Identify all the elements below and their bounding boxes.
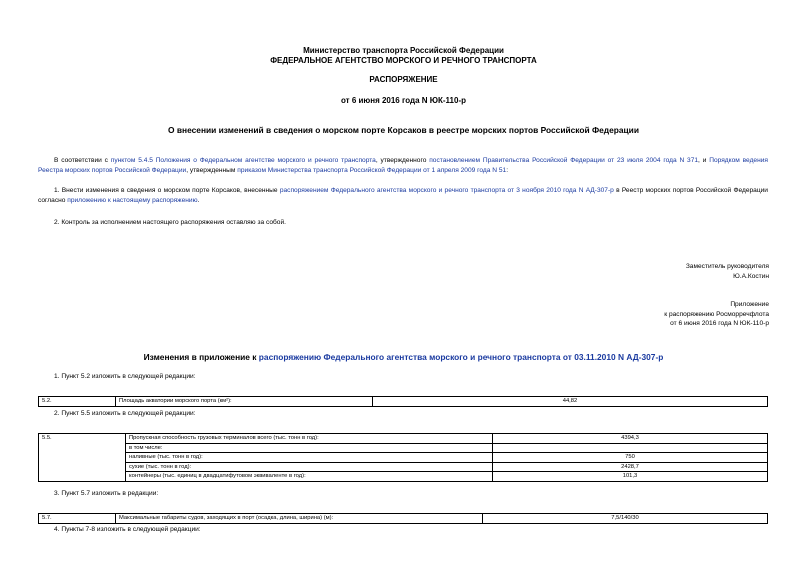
- preamble-text: :: [506, 167, 509, 174]
- signature-name: Ю.А.Костин: [733, 272, 769, 280]
- item-2-paragraph: [38, 218, 768, 228]
- containers-value: 101,3: [493, 472, 768, 482]
- appendix-to: к распоряжению Росморречфлота: [664, 310, 769, 318]
- table-clause-5-7: [38, 513, 768, 524]
- table-row: [39, 462, 768, 472]
- table-row: [39, 453, 768, 463]
- preamble-text: , утвержденным: [186, 167, 236, 174]
- capacity-total-value: 4394,3: [493, 434, 768, 444]
- link-ministry-order[interactable]: приказом Министерства транспорта Российской Федерации от 1 апреля 2009 года N 51: [237, 167, 507, 174]
- dry-cargo-label: сухие (тыс. тонн в год):: [126, 462, 493, 472]
- table-row: [39, 443, 768, 453]
- item-1-text: .: [197, 197, 200, 204]
- link-order-ad-307-heading[interactable]: распоряжению Федерального агентства морского и речного транспорта от 03.11.2010 N АД-307-р: [258, 352, 664, 362]
- clause-value: 7,5/140/30: [483, 514, 768, 524]
- item-1-paragraph: [38, 186, 768, 206]
- including-label: в том числе:: [126, 443, 493, 453]
- appendix-label: Приложение: [730, 301, 769, 308]
- liquid-cargo-value: 750: [493, 453, 768, 463]
- clause-label: Максимальные габариты судов, заходящих в порт (осадка, длина, ширина) (м):: [116, 514, 483, 524]
- signature-block: [686, 262, 769, 281]
- preamble-text: , и: [698, 157, 707, 164]
- table-row: [39, 397, 768, 407]
- ministry-name: Министерство транспорта Российской Федерации: [303, 46, 504, 55]
- document-date: от 6 июня 2016 года N ЮК-110-р: [340, 96, 466, 105]
- clause-number: 5.7.: [39, 514, 116, 524]
- appendix-block: [664, 300, 769, 329]
- appendix-heading: [0, 352, 807, 362]
- link-order-ad-307[interactable]: распоряжением Федерального агентства морского и речного транспорта от 3 ноября 2010 года N АД-307-р: [279, 187, 614, 194]
- agency-name: ФЕДЕРАЛЬНОЕ АГЕНТСТВО МОРСКОГО И РЕЧНОГО ТРАНСПОРТА: [270, 56, 537, 65]
- table-row: [39, 514, 768, 524]
- item-1-text: в Реестр морских портов Российской Федерации согласно: [38, 187, 768, 204]
- capacity-total-label: Пропускная способность грузовых терминалов всего (тыс. тонн в год):: [126, 434, 493, 444]
- clause-value: 44,82: [373, 397, 768, 407]
- preamble-text: , утвержденного: [375, 157, 427, 164]
- clause-label: Площадь акватории морского порта (км²):: [116, 397, 373, 407]
- appendix-date: от 6 июня 2016 года N ЮК-110-р: [670, 320, 769, 327]
- document-title: О внесении изменений в сведения о морском порте Корсаков в реестре морских портов Российской Федерации: [168, 125, 639, 135]
- table-clause-5-5: [38, 433, 768, 482]
- link-registry-procedure[interactable]: Порядком ведения Реестра морских портов Российской Федерации: [38, 157, 768, 174]
- appendix-heading-text: Изменения в приложение к: [143, 352, 259, 362]
- table-row: [39, 434, 768, 444]
- change-1-text: 1. Пункт 5.2 изложить в следующей редакции:: [54, 373, 196, 380]
- containers-label: контейнеры (тыс. единиц в двадцатифутовом эквиваленте в год):: [126, 472, 493, 482]
- change-2-text: 2. Пункт 5.5 изложить в следующей редакции:: [54, 410, 196, 417]
- clause-number: 5.2.: [39, 397, 116, 407]
- including-value: [493, 443, 768, 453]
- link-appendix[interactable]: приложению к настоящему распоряжению: [67, 197, 198, 204]
- dry-cargo-value: 2428,7: [493, 462, 768, 472]
- link-government-decree[interactable]: постановлением Правительства Российской Федерации от 23 июля 2004 года N 371: [429, 157, 699, 164]
- preamble-paragraph: [38, 156, 768, 176]
- signature-position: Заместитель руководителя: [685, 263, 769, 270]
- document-type: РАСПОРЯЖЕНИЕ: [369, 75, 438, 84]
- change-3-text: 3. Пункт 5.7 изложить в редакции:: [54, 490, 159, 497]
- table-row: [39, 472, 768, 482]
- change-4-text: 4. Пункты 7-8 изложить в следующей редакции:: [54, 526, 201, 533]
- table-clause-5-2: [38, 396, 768, 407]
- item-1-text: 1. Внести изменения в сведения о морском порте Корсаков, внесенные: [54, 187, 278, 194]
- preamble-text: В соответствии с: [54, 157, 108, 164]
- liquid-cargo-label: наливные (тыс. тонн в год):: [126, 453, 493, 463]
- link-regulation-clause[interactable]: пунктом 5.4.5 Положения о Федеральном агентстве морского и речного транспорта: [110, 157, 376, 164]
- item-2-text: 2. Контроль за исполнением настоящего распоряжения оставляю за собой.: [54, 219, 286, 226]
- clause-number: 5.5.: [39, 434, 126, 482]
